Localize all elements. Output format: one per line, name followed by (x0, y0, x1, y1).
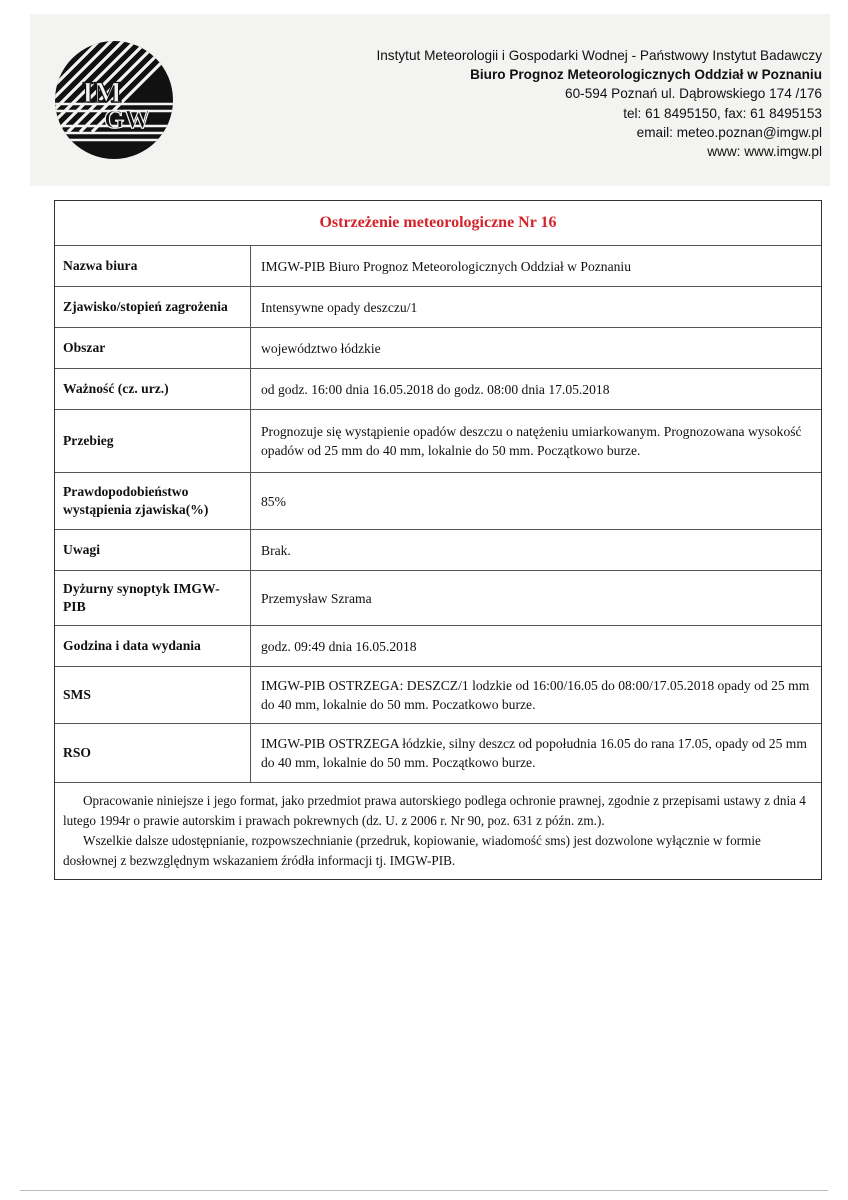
table-row (55, 328, 821, 369)
row-value: Brak. (261, 542, 291, 558)
warning-table (54, 200, 822, 880)
table-row (55, 410, 821, 473)
table-row (55, 287, 821, 328)
usage-paragraph: Wszelkie dalsze udostępnianie, rozpowszechnianie (przedruk, kopiowanie, wiadomość sms) jest dozwolone wyłącznie w formie dosłownej z bezwzględnym wskazaniem źródła informacji tj. IMGW-PIB. (63, 833, 761, 868)
copyright-notice (55, 783, 821, 879)
org-name: Instytut Meteorologii i Gospodarki Wodnej - Państwowy Instytut Badawczy (376, 48, 822, 63)
row-value: godz. 09:49 dnia 16.05.2018 (261, 638, 417, 654)
row-label: Uwagi (55, 530, 251, 570)
row-label: SMS (55, 667, 251, 723)
table-row (55, 626, 821, 667)
row-label: Zjawisko/stopień zagrożenia (55, 287, 251, 327)
page-bottom-divider (20, 1190, 828, 1191)
logo-text-bottom: GW (104, 105, 151, 134)
office-name: Biuro Prognoz Meteorologicznych Oddział w Poznaniu (470, 67, 822, 83)
email[interactable]: email: meteo.poznan@imgw.pl (636, 124, 822, 140)
row-value: 85% (261, 493, 286, 509)
warning-title: Ostrzeżenie meteorologiczne Nr 16 (319, 214, 557, 231)
phone-fax: tel: 61 8495150, fax: 61 8495153 (623, 105, 822, 121)
row-value: IMGW-PIB Biuro Prognoz Meteorologicznych Oddział w Poznaniu (261, 258, 631, 274)
table-row (55, 530, 821, 571)
imgw-logo (54, 40, 174, 160)
row-label: Dyżurny synoptyk IMGW-PIB (55, 571, 251, 625)
row-label: Godzina i data wydania (55, 626, 251, 666)
row-label: Ważność (cz. urz.) (55, 369, 251, 409)
row-value: IMGW-PIB OSTRZEGA: DESZCZ/1 lodzkie od 16:00/16.05 do 08:00/17.05.2018 opady od 25 mm do 40 mm, lokalnie do 50 mm. Poczatkowo burze. (261, 678, 810, 712)
title-row (55, 201, 821, 246)
row-label: Nazwa biura (55, 246, 251, 286)
row-value: od godz. 16:00 dnia 16.05.2018 do godz. 08:00 dnia 17.05.2018 (261, 381, 610, 397)
logo-text-top: IM (82, 76, 122, 109)
organization-address (376, 46, 822, 161)
table-row (55, 724, 821, 783)
table-row (55, 369, 821, 410)
copyright-paragraph: Opracowanie niniejsze i jego format, jako przedmiot prawa autorskiego podlega ochronie prawnej, zgodnie z przepisami ustawy z dnia 4 lutego 1994r o prawie autorskim i prawach pokrewnych (dz. U. z 2006 r. Nr 90, poz. 631 z późn. zm.). (63, 793, 806, 828)
row-label: Prawdopodobieństwo wystąpienia zjawiska(%) (55, 473, 251, 529)
table-row (55, 667, 821, 724)
row-value: Prognozuje się wystąpienie opadów deszczu o natężeniu umiarkowanym. Prognozowana wysokość opadów od 25 mm do 40 mm, lokalnie do 50 mm. Początkowo burze. (261, 424, 802, 458)
table-row (55, 473, 821, 530)
website[interactable]: www: www.imgw.pl (707, 144, 822, 160)
row-label: RSO (55, 724, 251, 782)
table-row (55, 571, 821, 626)
table-row (55, 246, 821, 287)
row-value: Przemysław Szrama (261, 590, 372, 606)
address: 60-594 Poznań ul. Dąbrowskiego 174 /176 (565, 86, 822, 102)
row-value: województwo łódzkie (261, 340, 381, 356)
row-value: Intensywne opady deszczu/1 (261, 299, 418, 315)
row-label: Przebieg (55, 410, 251, 472)
row-label: Obszar (55, 328, 251, 368)
row-value: IMGW-PIB OSTRZEGA łódzkie, silny deszcz od popołudnia 16.05 do rana 17.05, opady od 25 mm do 40 mm, lokalnie do 50 mm. Początkowo burze. (261, 736, 807, 770)
